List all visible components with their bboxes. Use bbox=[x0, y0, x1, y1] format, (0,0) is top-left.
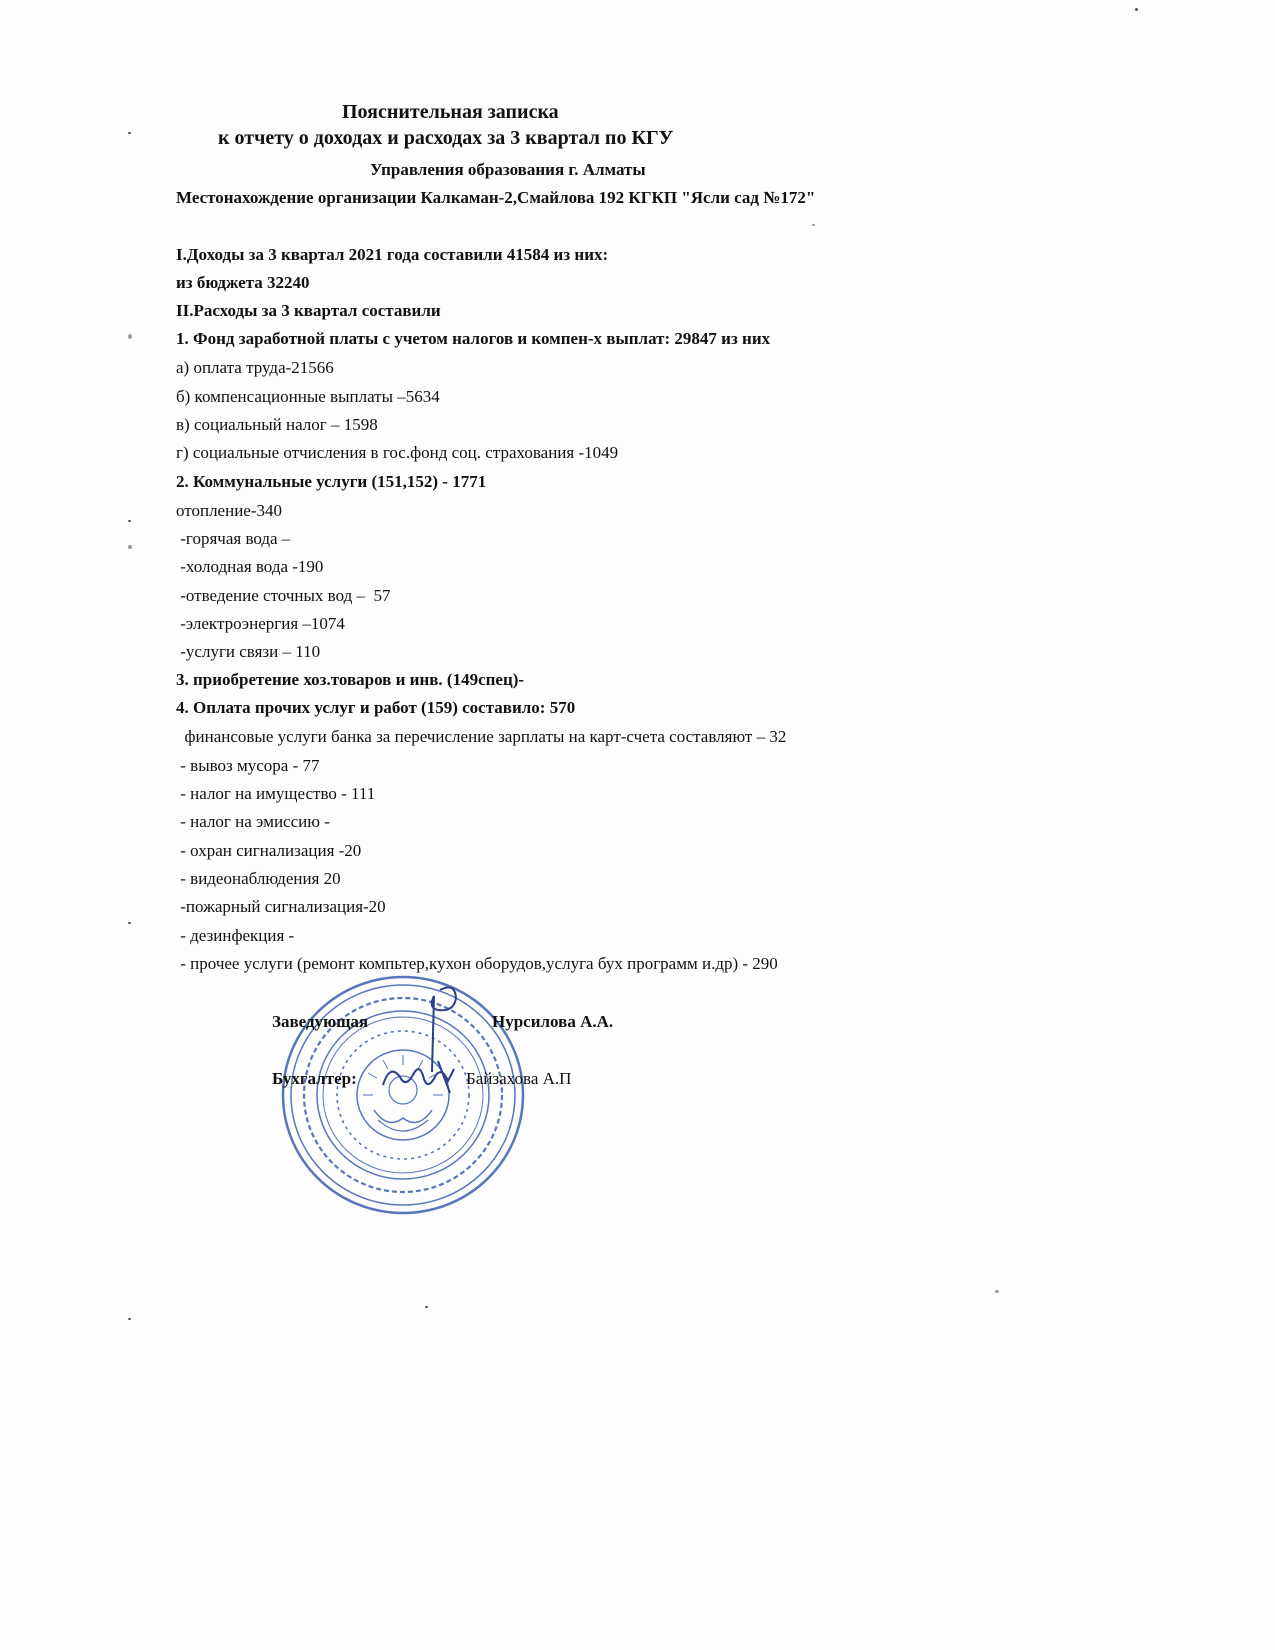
utilities-item: -холодная вода -190 bbox=[176, 557, 324, 576]
document-title: Пояснительная записка bbox=[342, 101, 559, 123]
scan-speck bbox=[425, 1306, 428, 1308]
services-heading: 4. Оплата прочих услуг и работ (159) составило: 570 bbox=[176, 698, 576, 717]
utilities-item: -электроэнергия –1074 bbox=[176, 614, 345, 633]
payroll-item: в) социальный налог – 1598 bbox=[176, 415, 378, 434]
services-item: финансовые услуги банка за перечисление зарплаты на карт-счета составляют – 32 bbox=[176, 727, 787, 746]
scan-speck bbox=[1135, 8, 1138, 11]
income-budget: из бюджета 32240 bbox=[176, 273, 310, 292]
payroll-item: а) оплата труда-21566 bbox=[176, 358, 334, 377]
services-item: - налог на эмиссию - bbox=[176, 812, 330, 831]
utilities-item: -отведение сточных вод – 57 bbox=[176, 586, 391, 605]
head-role: Заведующая bbox=[272, 1012, 369, 1031]
services-item: - вывоз мусора - 77 bbox=[176, 756, 320, 775]
accountant-name: Байзахова А.П bbox=[466, 1069, 572, 1088]
services-item: -пожарный сигнализация-20 bbox=[176, 897, 386, 916]
services-item: - охран сигнализация -20 bbox=[176, 841, 362, 860]
services-item: - дезинфекция - bbox=[176, 926, 295, 945]
head-name: Нурсилова А.А. bbox=[492, 1012, 614, 1031]
location-line: Местонахождение организации Калкаман-2,Смайлова 192 КГКП "Ясли сад №172" bbox=[176, 188, 816, 207]
accountant-role: Бухгалтер: bbox=[272, 1069, 357, 1088]
scan-speck bbox=[128, 1318, 131, 1320]
scan-speck bbox=[995, 1290, 999, 1293]
scan-speck bbox=[128, 132, 131, 134]
head-signature bbox=[410, 980, 470, 1075]
official-seal-stamp bbox=[278, 970, 528, 1220]
scan-speck bbox=[128, 520, 131, 522]
utilities-heading: 2. Коммунальные услуги (151,152) - 1771 bbox=[176, 472, 487, 491]
scan-speck bbox=[812, 224, 815, 226]
income-heading: I.Доходы за 3 квартал 2021 года составили 41584 из них: bbox=[176, 245, 609, 264]
services-item: - налог на имущество - 111 bbox=[176, 784, 376, 803]
department-line: Управления образования г. Алматы bbox=[370, 160, 646, 179]
services-item: - видеонаблюдения 20 bbox=[176, 869, 341, 888]
utilities-item: -горячая вода – bbox=[176, 529, 291, 548]
expenses-heading: II.Расходы за 3 квартал составили bbox=[176, 301, 441, 320]
payroll-heading: 1. Фонд заработной платы с учетом налогов и компен-х выплат: 29847 из них bbox=[176, 329, 771, 348]
payroll-item: г) социальные отчисления в гос.фонд соц. страхования -1049 bbox=[176, 443, 619, 462]
scan-speck bbox=[128, 545, 132, 549]
scan-speck bbox=[128, 922, 131, 924]
services-item: - прочее услуги (ремонт компьтер,кухон оборудов,услуга бух программ и.др) - 290 bbox=[176, 954, 778, 973]
scan-speck bbox=[128, 334, 132, 339]
goods-heading: 3. приобретение хоз.товаров и инв. (149спец)- bbox=[176, 670, 525, 689]
utilities-item: отопление-340 bbox=[176, 501, 283, 520]
utilities-item: -услуги связи – 110 bbox=[176, 642, 321, 661]
payroll-item: б) компенсационные выплаты –5634 bbox=[176, 387, 440, 406]
document-subtitle: к отчету о доходах и расходах за 3 квартал по КГУ bbox=[218, 127, 674, 149]
accountant-signature bbox=[378, 1055, 458, 1100]
